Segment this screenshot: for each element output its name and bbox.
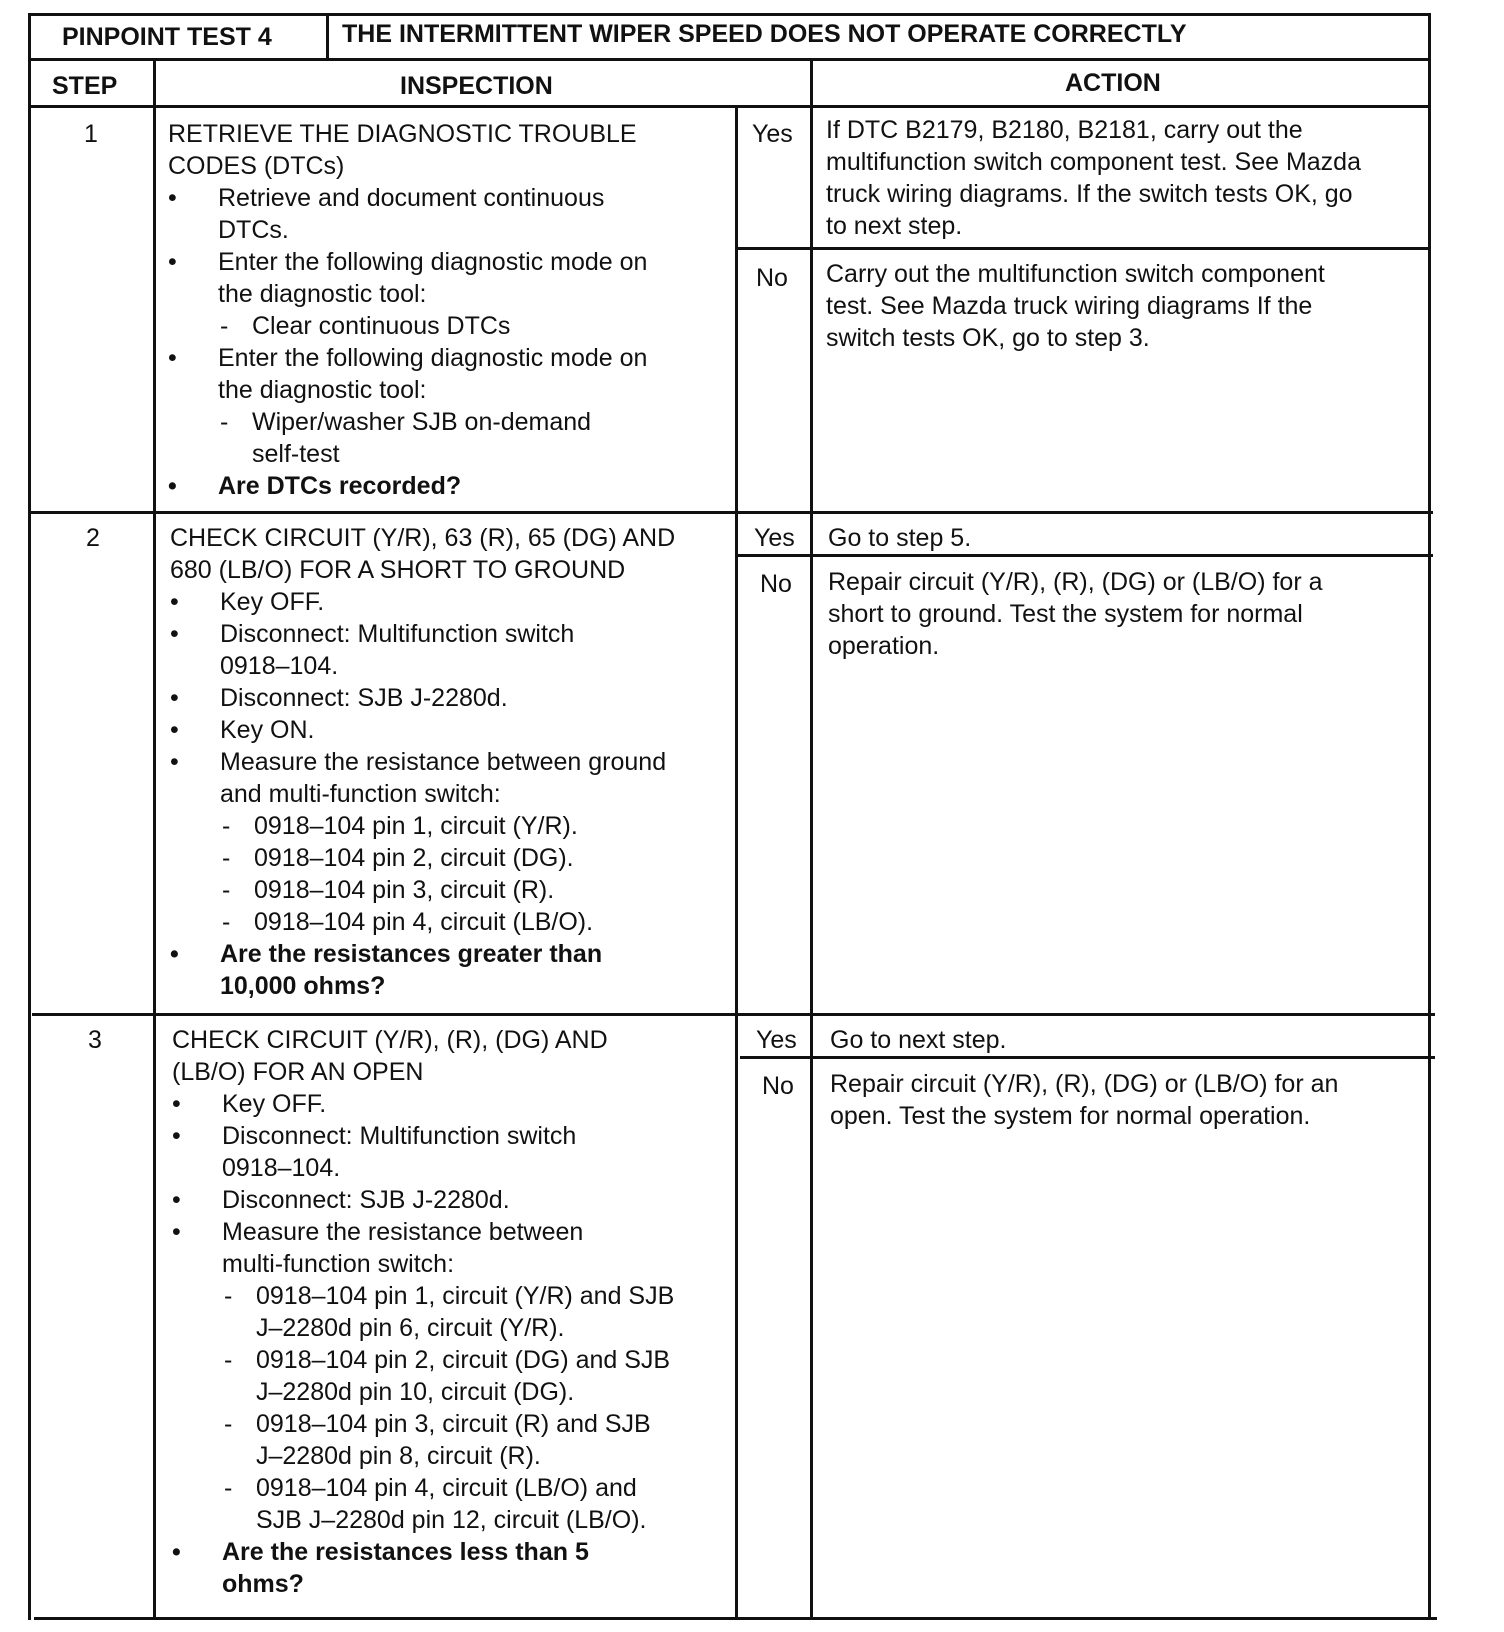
no-action: Carry out the multifunction switch component test. See Mazda truck wiring diagrams If the switch tests OK, go to step 3. [826,260,1325,352]
rule-left [28,13,31,1620]
rule-yesno-col [810,58,813,1620]
rule-top [28,13,1429,16]
step-inspection [170,522,675,1002]
rule-step-col [153,58,156,1620]
step-inspection [172,1024,674,1600]
list-item: • Measure the resistance between ground and multi-function switch: [170,748,667,808]
header-step: STEP [52,72,118,100]
sub-item: - Wiper/washer SJB on-demand self-test [220,408,592,468]
rule-right [1428,13,1431,1620]
list-item: • Enter the following diagnostic mode on the diagnostic tool: [168,248,648,308]
test-title: THE INTERMITTENT WIPER SPEED DOES NOT OPERATE CORRECTLY [342,20,1187,48]
list-item: • Disconnect: Multifunction switch 0918–104. [170,620,575,680]
header-inspection: INSPECTION [400,72,553,100]
no-label: No [760,570,792,598]
no-label: No [762,1072,794,1100]
rule-step1-bottom [30,511,1433,514]
list-item: • Enter the following diagnostic mode on the diagnostic tool: [168,344,648,404]
sub-item: - 0918–104 pin 3, circuit (R). [222,876,555,904]
sub-item: - 0918–104 pin 1, circuit (Y/R) and SJB J–2280d pin 6, circuit (Y/R). [224,1282,675,1342]
rule-title-bottom [28,58,1429,61]
step-number: 1 [84,120,98,148]
question: • Are the resistances greater than 10,000 ohms? [170,940,603,1000]
no-label: No [756,264,788,292]
inspection-heading: CHECK CIRCUIT (Y/R), (R), (DG) AND (LB/O) FOR AN OPEN [172,1026,608,1086]
sub-item: - 0918–104 pin 1, circuit (Y/R). [222,812,578,840]
step-inspection [168,118,647,502]
step-number: 3 [88,1026,102,1054]
yes-action: If DTC B2179, B2180, B2181, carry out the multifunction switch component test. See Mazda truck wiring diagrams. If the switch tests OK, go to next step. [826,116,1361,240]
rule-inspection-col [735,105,738,1620]
step-number: 2 [86,524,100,552]
sub-item: - 0918–104 pin 4, circuit (LB/O). [222,908,594,936]
list-item: • Measure the resistance between multi-function switch: [172,1218,584,1278]
rule-step1-yes-no [735,247,1431,250]
rule-step3-yes-no [740,1056,1435,1059]
no-action: Repair circuit (Y/R), (R), (DG) or (LB/O) for an open. Test the system for normal operation. [830,1070,1339,1130]
list-item: • Key ON. [170,716,315,744]
rule-step2-bottom [32,1013,1435,1016]
list-item: • Key OFF. [170,588,325,616]
yes-action: Go to next step. [830,1026,1007,1054]
yes-label: Yes [756,1026,797,1054]
question: • Are the resistances less than 5 ohms? [172,1538,589,1598]
inspection-heading: CHECK CIRCUIT (Y/R), 63 (R), 65 (DG) AND 680 (LB/O) FOR A SHORT TO GROUND [170,524,676,584]
inspection-heading: RETRIEVE THE DIAGNOSTIC TROUBLE CODES (DTCs) [168,120,637,180]
sub-item: - 0918–104 pin 3, circuit (R) and SJB J–2280d pin 8, circuit (R). [224,1410,651,1470]
question: • Are DTCs recorded? [168,472,462,500]
sub-item: - 0918–104 pin 2, circuit (DG). [222,844,574,872]
yes-action: Go to step 5. [828,524,972,552]
list-item: • Disconnect: SJB J-2280d. [170,684,508,712]
rule-header-bottom [28,105,1431,108]
yes-label: Yes [752,120,793,148]
rule-step2-yes-no [738,554,1433,557]
list-item: • Key OFF. [172,1090,327,1118]
yes-label: Yes [754,524,795,552]
list-item: • Retrieve and document continuous DTCs. [168,184,605,244]
rule-title-split [326,13,329,59]
list-item: • Disconnect: SJB J-2280d. [172,1186,510,1214]
no-action: Repair circuit (Y/R), (R), (DG) or (LB/O) for a short to ground. Test the system for normal operation. [828,568,1323,660]
list-item: • Disconnect: Multifunction switch 0918–104. [172,1122,577,1182]
sub-item: - 0918–104 pin 2, circuit (DG) and SJB J–2280d pin 10, circuit (DG). [224,1346,671,1406]
sub-item: - Clear continuous DTCs [220,312,511,340]
test-label: PINPOINT TEST 4 [62,23,272,51]
sub-item: - 0918–104 pin 4, circuit (LB/O) and SJB J–2280d pin 12, circuit (LB/O). [224,1474,647,1534]
header-action: ACTION [1065,69,1161,97]
